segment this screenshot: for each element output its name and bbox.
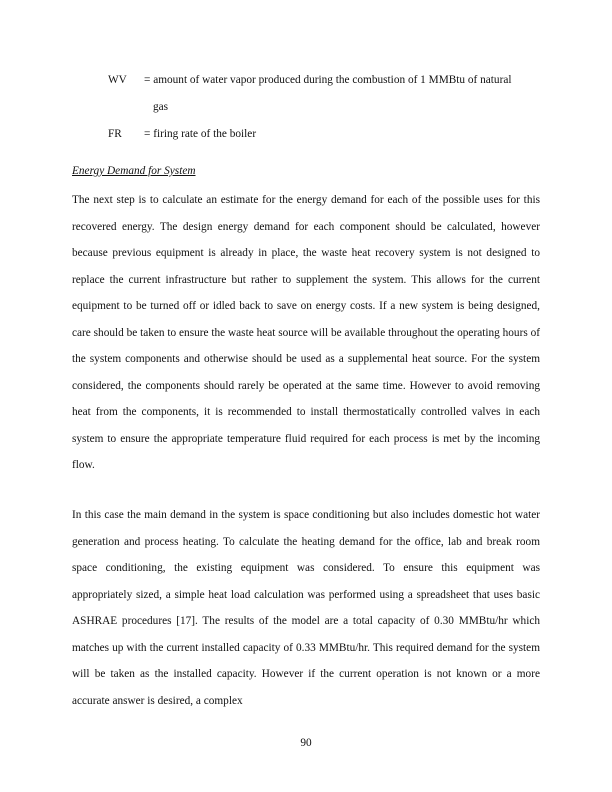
definition-symbol: FR — [108, 128, 122, 140]
body-paragraph-2: In this case the main demand in the system is space conditioning but also includes domestic hot water generation and process heating. To calculate the heating demand for the office, lab and break room space conditioning, the existing equipment was considered. To ensure this equipment was appropriately sized, a simple heat load calculation was performed using a spreadsheet that uses basic ASHRAE procedures [17]. The results of the model are a total capacity of 0.30 MMBtu/hr which matches up with the current installed capacity of 0.33 MMBtu/hr. This required demand for the system will be taken as the installed capacity. However if the current operation is not known or a more accurate answer is desired, a complex — [72, 509, 540, 707]
definition-text: = amount of water vapor produced during the combustion of 1 MMBtu of natural — [144, 74, 512, 86]
body-paragraph-1: The next step is to calculate an estimate for the energy demand for each of the possible uses for this recovered energy. The design energy demand for each component should be calculated, however because previous equipment is already in place, the waste heat recovery system is not designed to replace the current infrastructure but rather to supplement the system. This allows for the current equipment to be turned off or idled back to save on energy costs. If a new system is being designed, care should be taken to ensure the waste heat source will be available throughout the operating hours of the system components and otherwise should be used as a supplemental heat source. For the system considered, the components should rarely be operated at the same time. However to avoid removing heat from the components, it is recommended to install thermostatically controlled valves in each system to ensure the appropriate temperature fluid required for each process is met by the incoming flow. — [72, 194, 540, 471]
section-heading: Energy Demand for System — [72, 165, 196, 177]
definition-fr — [108, 127, 540, 141]
definition-symbol: WV — [108, 74, 127, 86]
definition-wv — [108, 73, 540, 87]
definition-continuation: gas — [153, 101, 169, 113]
page-number: 90 — [300, 737, 312, 749]
definition-text: = firing rate of the boiler — [144, 128, 257, 140]
